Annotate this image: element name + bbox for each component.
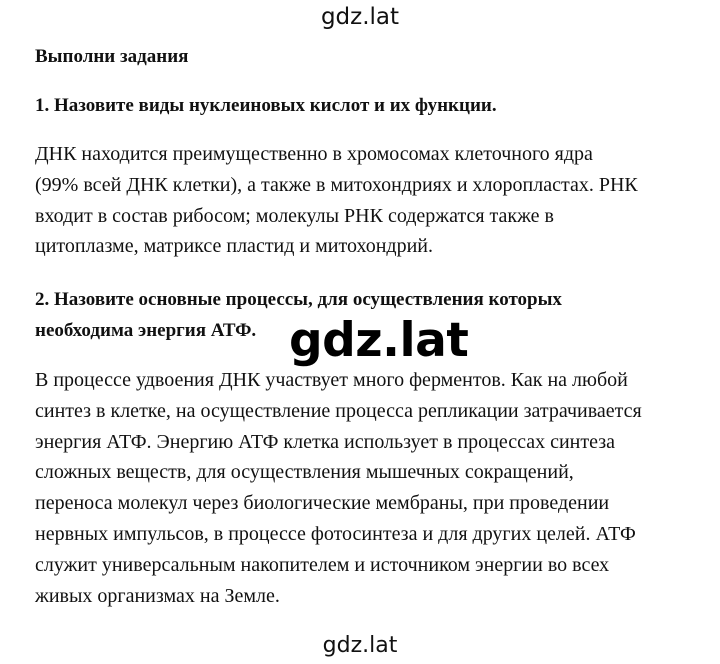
answer-2-line: В процессе удвоения ДНК участвует много ферментов. Как на любой	[35, 369, 628, 391]
answer-1-line: (99% всей ДНК клетки), а также в митохондриях и хлоропластах. РНК	[35, 173, 638, 196]
answer-2-line: служит универсальным накопителем и источником энергии во всех	[35, 553, 610, 576]
answer-1-line: ДНК находится преимущественно в хромосомах клеточного ядра	[35, 143, 593, 165]
watermark-top: gdz.lat	[320, 4, 400, 30]
answer-2-line: живых организмах на Земле.	[35, 584, 280, 607]
answer-2-line: энергия АТФ. Энергию АТФ клетка использует в процессах синтеза	[35, 430, 616, 453]
question-2-line: необходима энергия АТФ.	[35, 320, 257, 341]
answer-1	[35, 139, 638, 262]
question-1: 1. Назовите виды нуклеиновых кислот и их функции.	[35, 95, 497, 116]
answer-1-line: цитоплазме, матриксе пластид и митохондрий.	[35, 235, 433, 258]
watermark-center: gdz.lat	[289, 313, 469, 368]
section-title: Выполни задания	[35, 46, 189, 67]
answer-2-line: синтез в клетке, на осуществление процесса репликации затрачивается	[35, 399, 642, 422]
answer-2-line: переноса молекул через биологические мембраны, при проведении	[35, 492, 610, 515]
answer-2	[35, 365, 642, 611]
answer-1-line: входит в состав рибосом; молекулы РНК содержатся также в	[35, 204, 554, 227]
question-2-line: 2. Назовите основные процессы, для осуществления которых	[35, 289, 562, 310]
answer-2-line: нервных импульсов, в процессе фотосинтеза и для других целей. АТФ	[35, 522, 636, 545]
watermark-bottom: gdz.lat	[322, 633, 398, 658]
answer-2-line: сложных веществ, для осуществления мышечных сокращений,	[35, 461, 574, 484]
